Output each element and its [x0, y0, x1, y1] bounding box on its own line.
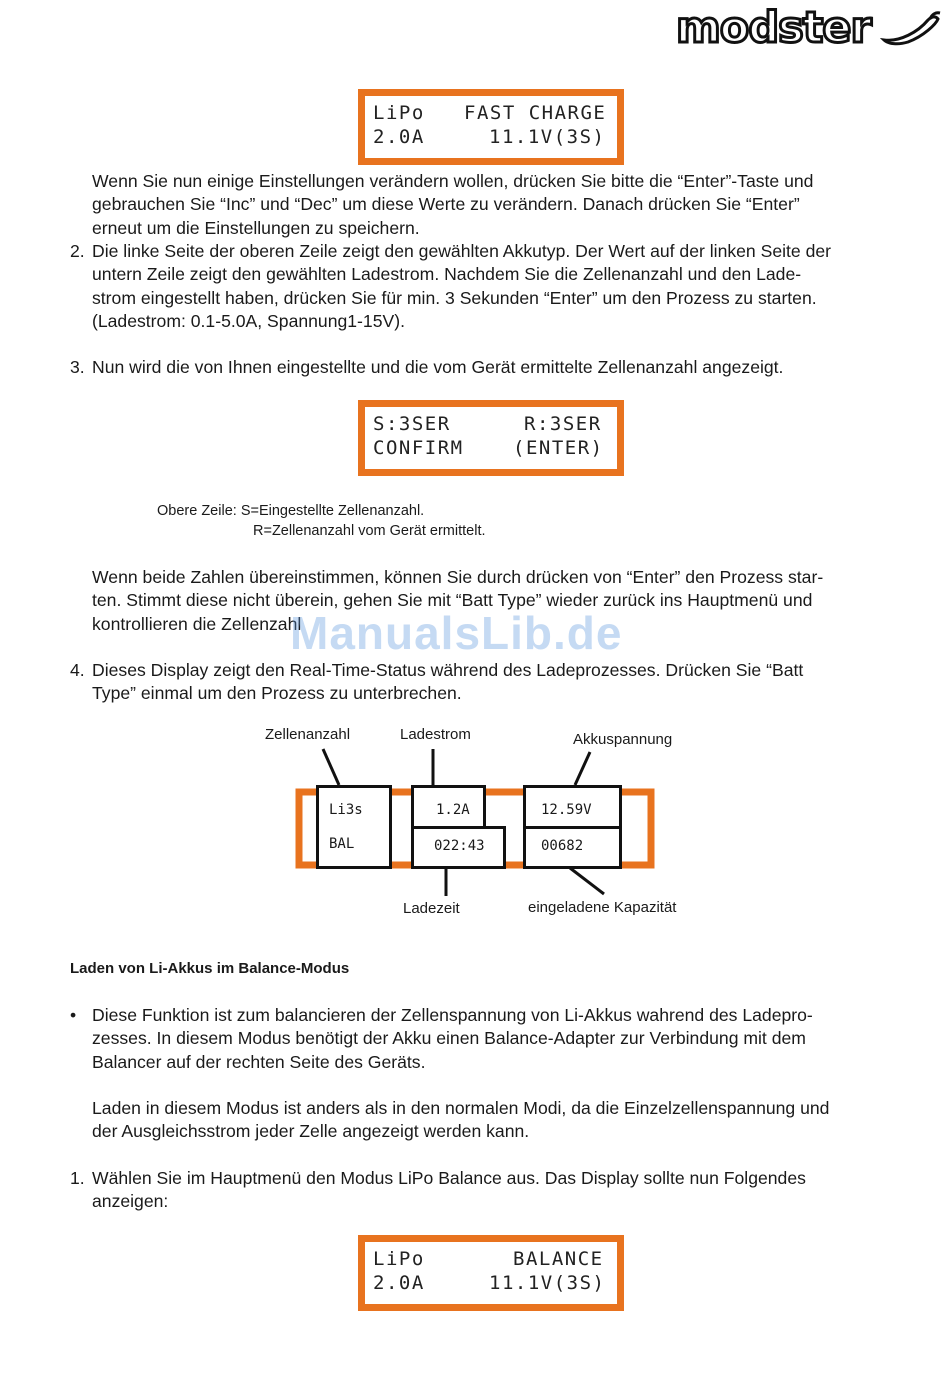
bullet-icon: • [70, 1005, 77, 1025]
list-number-4: 4. [70, 660, 85, 680]
list-number-1: 1. [70, 1168, 85, 1188]
text-line: Die linke Seite der oberen Zeile zeigt den gewählten Akkutyp. Der Wert auf der linken Seite der [92, 241, 832, 261]
list-number-2: 2. [70, 241, 85, 261]
pointer-battery-voltage [575, 752, 590, 785]
lcd-display-balance [358, 1235, 624, 1311]
list-number-3: 3. [70, 357, 85, 377]
lcd-line2-left: 2.0A [373, 1272, 425, 1294]
time-value: 022:43 [434, 838, 485, 854]
text-line: gebrauchen Sie “Inc” und “Dec” um diese Werte zu verändern. Danach drücken Sie “Enter” [92, 194, 800, 215]
note-line-1: Obere Zeile: S=Eingestellte Zellenanzahl. [157, 503, 425, 519]
voltage-value: 12.59V [541, 802, 592, 818]
text-line: Dieses Display zeigt den Real-Time-Status während des Ladeprozesses. Drücken Sie “Batt [92, 660, 804, 680]
current-value: 1.2A [436, 802, 470, 818]
lcd-line2-left: CONFIRM [373, 437, 464, 459]
text-line: anzeigen: [92, 1191, 169, 1212]
label-battery-voltage: Akkuspannung [573, 731, 673, 748]
lcd-line1-right: R:3SER [524, 413, 602, 435]
list-item-1 [92, 1167, 806, 1214]
label-charged-capacity: eingeladene Kapazität [528, 899, 677, 916]
lcd-line1-left: S:3SER [373, 413, 451, 435]
text-line: Wenn beide Zahlen übereinstimmen, können Sie durch drücken von “Enter” den Prozess star- [92, 567, 824, 587]
text-line: zesses. In diesem Modus benötigt der Akku einen Balance-Adapter zur Verbindung mit dem [92, 1028, 806, 1049]
text-line: erneut um die Einstellungen zu speichern. [92, 217, 420, 238]
text-line: Balancer auf der rechten Seite des Geräts. [92, 1051, 426, 1072]
text-line: (Ladestrom: 0.1-5.0A, Spannung1-15V). [92, 311, 405, 332]
label-charge-current: Ladestrom [400, 726, 471, 743]
label-cell-count: Zellenanzahl [265, 726, 351, 743]
text-line: ten. Stimmt diese nicht überein, gehen Sie mit “Batt Type” wieder zurück ins Hauptmenü und [92, 590, 813, 611]
voltage-box [523, 785, 622, 829]
text-line: Laden in diesem Modus ist anders als in den normalen Modi, da die Einzelzellenspannung und [92, 1098, 830, 1118]
text-line: Wenn Sie nun einige Einstellungen verändern wollen, drücken Sie bitte die “Enter”-Taste und [92, 171, 814, 191]
cell-type-box [316, 785, 392, 869]
text-line: der Ausgleichsstrom jeder Zelle angezeigt werden kann. [92, 1121, 530, 1142]
time-box [411, 826, 506, 869]
lcd-line2-right: 11.1V(3S) [489, 1272, 606, 1294]
section-heading: Laden von Li-Akkus im Balance-Modus [70, 960, 350, 977]
text-line: untern Zeile zeigt den gewählten Ladestrom. Nachdem Sie die Zellenanzahl und den Lade- [92, 264, 802, 285]
note-line-2: R=Zellenanzahl vom Gerät ermittelt. [253, 523, 486, 539]
cell-type-value: Li3s [329, 802, 363, 818]
text-line: Type” einmal um den Prozess zu unterbrechen. [92, 683, 462, 704]
text-line: kontrollieren die Zellenzahl [92, 613, 302, 634]
lcd-line2-left: 2.0A [373, 126, 425, 148]
watermark: ManualsLib.de [290, 607, 623, 659]
paragraph-balance [92, 1097, 829, 1144]
text-line: Wählen Sie im Hauptmenü den Modus LiPo Balance aus. Das Display sollte nun Folgendes [92, 1168, 806, 1188]
list-item-3: Nun wird die von Ihnen eingestellte und die vom Gerät ermittelte Zellenanzahl angezeigt. [92, 357, 784, 377]
text-line: Diese Funktion ist zum balancieren der Zellenspannung von Li-Akkus wahrend des Ladepro- [92, 1005, 813, 1025]
pointer-cell-count [323, 749, 339, 785]
bullet-item [92, 1004, 813, 1074]
lcd-line2-right: 11.1V(3S) [489, 126, 606, 148]
lcd-line1-left: LiPo [373, 102, 425, 124]
lcd-line1-right: BALANCE [513, 1248, 604, 1270]
current-box [411, 785, 486, 829]
capacity-box [523, 826, 622, 869]
text-line: strom eingestellt haben, drücken Sie für min. 3 Sekunden “Enter” um den Prozess zu starten. [92, 287, 817, 308]
cell-mode-value: BAL [329, 836, 355, 852]
capacity-value: 00682 [541, 838, 584, 854]
lcd-line2-right: (ENTER) [513, 437, 604, 459]
label-charge-time: Ladezeit [403, 900, 460, 917]
pointer-capacity [570, 868, 604, 894]
brand-logo: modster [676, 3, 871, 53]
lcd-line1-left: LiPo [373, 1248, 425, 1270]
lcd-line1-right: FAST CHARGE [464, 102, 607, 124]
